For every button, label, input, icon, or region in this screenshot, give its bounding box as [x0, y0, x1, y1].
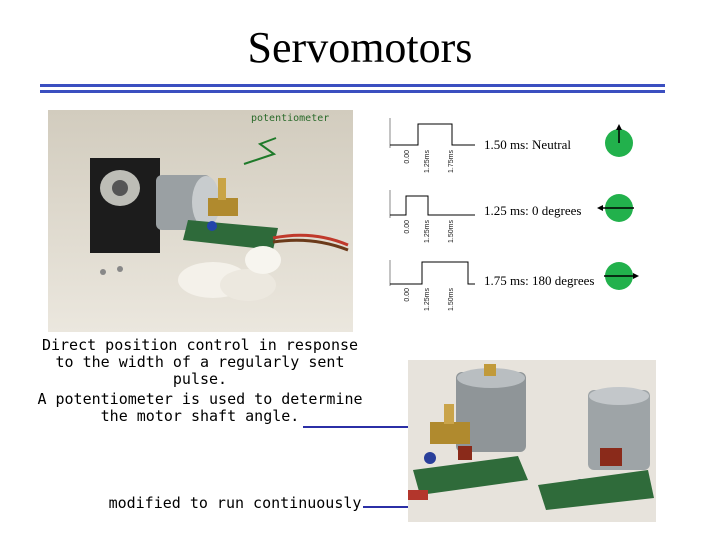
pulse-zero-waveform	[390, 190, 475, 218]
caption-direct-control-line2: to the width of a regularly sent pulse.	[55, 353, 345, 388]
slide-title: Servomotors	[247, 23, 473, 72]
pulse-neutral-label: 1.50 ms: Neutral	[484, 137, 572, 152]
tick-label: 0.00	[404, 288, 411, 302]
dial-180-icon	[604, 262, 639, 290]
tick-label: 1.25ms	[424, 150, 431, 173]
pulse-180-waveform	[390, 260, 475, 286]
servo-disassembled-photo	[48, 110, 353, 332]
pulse-neutral-waveform	[390, 118, 475, 148]
tick-label: 1.50ms	[448, 220, 455, 243]
caption-direct-control-line1: Direct position control in response	[41, 336, 359, 354]
tick-label: 1.75ms	[448, 150, 455, 173]
potentiometer-label: potentiometer	[251, 113, 330, 124]
pulse-180-label: 1.75 ms: 180 degrees	[484, 273, 595, 288]
dial-zero-icon	[597, 194, 634, 222]
tick-label: 1.25ms	[424, 220, 431, 243]
caption-potentiometer-line1: A potentiometer is used to determine	[37, 390, 363, 408]
caption-continuous: modified to run continuously	[108, 494, 362, 512]
pulse-zero-label: 1.25 ms: 0 degrees	[484, 203, 582, 218]
pulse-diagrams	[370, 110, 660, 325]
title-rule-bottom	[40, 90, 665, 93]
caption-potentiometer	[30, 391, 370, 425]
dial-neutral-icon	[605, 124, 633, 157]
tick-label: 0.00	[404, 150, 411, 164]
tick-label: 0.00	[404, 220, 411, 234]
tick-label: 1.25ms	[424, 288, 431, 311]
caption-direct-control	[30, 337, 370, 388]
modified-servos-photo	[408, 360, 656, 522]
arrow-to-potentiometer	[303, 426, 419, 428]
title-rule-top	[40, 84, 665, 87]
tick-label: 1.50ms	[448, 288, 455, 311]
caption-potentiometer-line2: the motor shaft angle.	[100, 407, 300, 425]
